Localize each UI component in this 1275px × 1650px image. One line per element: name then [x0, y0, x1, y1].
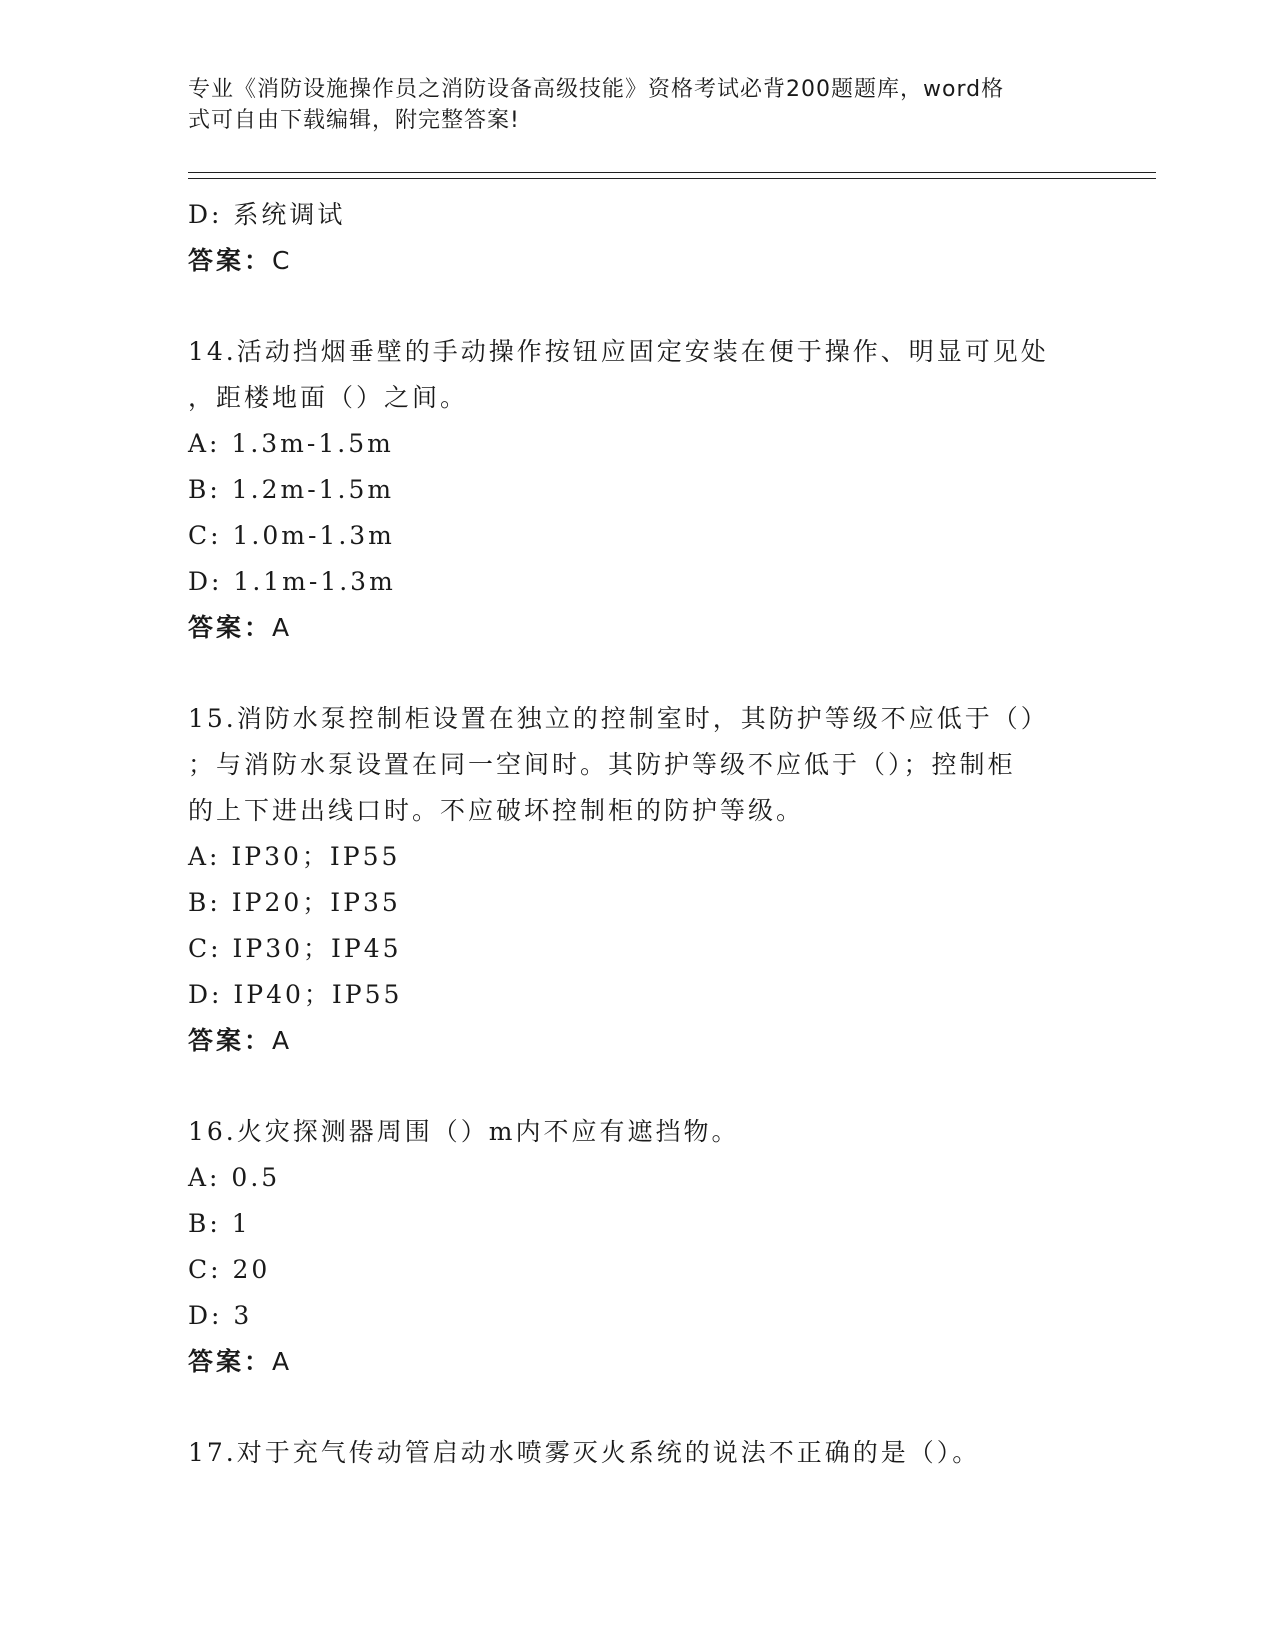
- answer-line: [188, 605, 1108, 651]
- spacer: [188, 1064, 1108, 1109]
- header-divider-top: [188, 172, 1156, 173]
- question-stem-line: ，距楼地面（）之间。: [188, 383, 469, 412]
- option-c: C: 1.0m-1.3m: [188, 521, 395, 550]
- question-stem-line: 17.对于充气传动管启动水喷雾灭火系统的说法不正确的是（）。: [188, 1438, 981, 1467]
- header-line-1: 专业《消防设施操作员之消防设备高级技能》资格考试必背200题题库，word格: [188, 77, 1005, 102]
- question-stem-line: 的上下进出线口时。不应破坏控制柜的防护等级。: [188, 796, 805, 825]
- answer-line: [188, 1018, 1108, 1064]
- option-d: D: 系统调试: [188, 200, 346, 229]
- header-line-2: 式可自由下载编辑，附完整答案!: [188, 108, 520, 133]
- spacer: [188, 1385, 1108, 1430]
- answer-value: C: [272, 246, 293, 275]
- question-stem-line: 14.活动挡烟垂壁的手动操作按钮应固定安装在便于操作、明显可见处: [188, 337, 1049, 366]
- answer-line: [188, 1339, 1108, 1385]
- answer-label: 答案：: [188, 246, 273, 275]
- answer-label: 答案：: [188, 613, 273, 642]
- option-a: A: 0.5: [188, 1163, 281, 1192]
- option-b: B: 1.2m-1.5m: [188, 475, 395, 504]
- question-stem-line: 16.火灾探测器周围（）m内不应有遮挡物。: [188, 1117, 740, 1146]
- answer-line: [188, 238, 1108, 284]
- answer-value: A: [272, 1026, 293, 1055]
- option-a: A: IP30；IP55: [188, 842, 401, 871]
- answer-value: A: [272, 1347, 293, 1376]
- question-16: [188, 1109, 1108, 1385]
- question-stem-line: 15.消防水泵控制柜设置在独立的控制室时，其防护等级不应低于（）: [188, 704, 1049, 733]
- option-d: D: 1.1m-1.3m: [188, 567, 396, 596]
- option-b: B: IP20；IP35: [188, 888, 401, 917]
- question-stem-line: ；与消防水泵设置在同一空间时。其防护等级不应低于（）；控制柜: [188, 750, 1016, 779]
- question-14: [188, 329, 1108, 651]
- option-a: A: 1.3m-1.5m: [188, 429, 394, 458]
- header-divider-bottom: [188, 178, 1156, 179]
- document-header: [188, 74, 1068, 136]
- question-15: [188, 696, 1108, 1064]
- option-c: C: 20: [188, 1255, 271, 1284]
- option-d: D: 3: [188, 1301, 253, 1330]
- question-17: [188, 1430, 1108, 1476]
- answer-label: 答案：: [188, 1347, 273, 1376]
- answer-label: 答案：: [188, 1026, 273, 1055]
- question-list: [188, 192, 1108, 1476]
- option-b: B: 1: [188, 1209, 251, 1238]
- option-c: C: IP30；IP45: [188, 934, 402, 963]
- spacer: [188, 284, 1108, 329]
- option-d: D: IP40；IP55: [188, 980, 403, 1009]
- previous-question-tail: [188, 192, 1108, 284]
- answer-value: A: [272, 613, 293, 642]
- spacer: [188, 651, 1108, 696]
